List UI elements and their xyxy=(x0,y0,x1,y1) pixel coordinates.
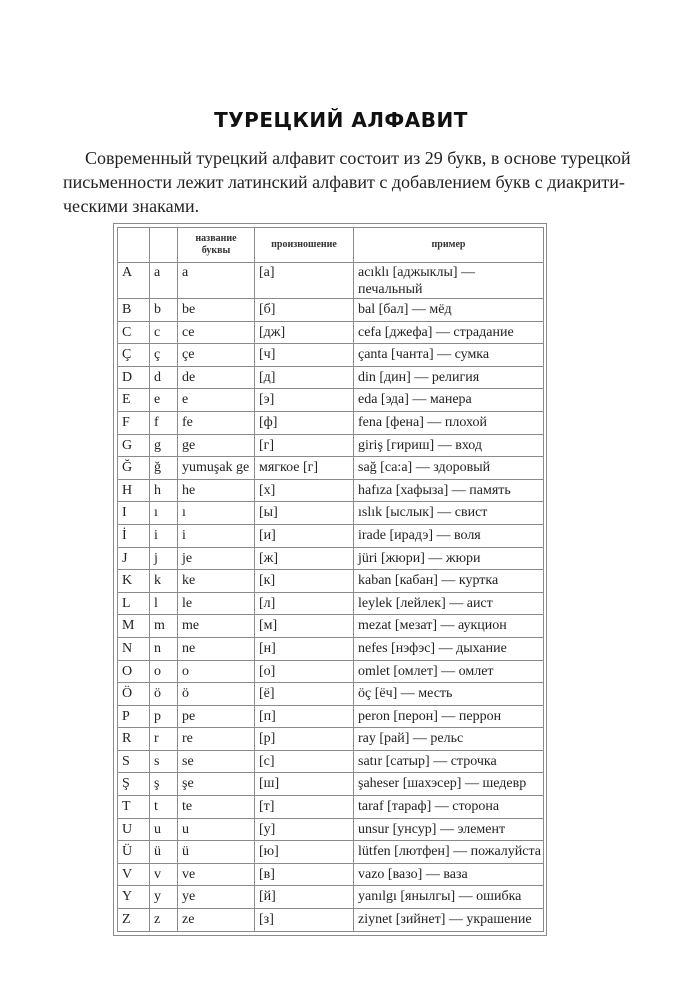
cell-uppercase: T xyxy=(118,796,150,819)
cell-lowercase: k xyxy=(150,570,178,593)
cell-lowercase: r xyxy=(150,728,178,751)
table-row xyxy=(118,909,544,932)
cell-lowercase: m xyxy=(150,615,178,638)
table-row xyxy=(118,524,544,547)
cell-letter-name: a xyxy=(178,263,255,299)
cell-example: ıslık [ыслык] — свист xyxy=(354,502,544,525)
cell-pronunciation: [ы] xyxy=(255,502,354,525)
table-row xyxy=(118,457,544,480)
alphabet-table-frame xyxy=(113,223,547,936)
header-letter-name: название буквы xyxy=(178,228,255,263)
header-uppercase xyxy=(118,228,150,263)
cell-example: hafıza [хафыза] — память xyxy=(354,479,544,502)
table-row xyxy=(118,366,544,389)
cell-lowercase: a xyxy=(150,263,178,299)
cell-uppercase: Ö xyxy=(118,683,150,706)
table-row xyxy=(118,683,544,706)
cell-example: jüri [жюри] — жюри xyxy=(354,547,544,570)
cell-uppercase: K xyxy=(118,570,150,593)
cell-uppercase: C xyxy=(118,321,150,344)
cell-letter-name: je xyxy=(178,547,255,570)
cell-lowercase: j xyxy=(150,547,178,570)
table-row xyxy=(118,818,544,841)
cell-uppercase: Ğ xyxy=(118,457,150,480)
table-row xyxy=(118,299,544,322)
cell-lowercase: ö xyxy=(150,683,178,706)
cell-lowercase: v xyxy=(150,863,178,886)
cell-pronunciation: [в] xyxy=(255,863,354,886)
cell-pronunciation: [ё] xyxy=(255,683,354,706)
cell-uppercase: H xyxy=(118,479,150,502)
cell-example: nefes [нэфэс] — дыхание xyxy=(354,637,544,660)
cell-pronunciation: [д] xyxy=(255,366,354,389)
cell-letter-name: ye xyxy=(178,886,255,909)
table-row xyxy=(118,592,544,615)
cell-lowercase: y xyxy=(150,886,178,909)
intro-paragraph xyxy=(63,146,631,218)
cell-lowercase: s xyxy=(150,750,178,773)
table-row xyxy=(118,570,544,593)
cell-lowercase: ü xyxy=(150,841,178,864)
cell-pronunciation: [р] xyxy=(255,728,354,751)
cell-lowercase: u xyxy=(150,818,178,841)
table-row xyxy=(118,411,544,434)
cell-pronunciation: [п] xyxy=(255,705,354,728)
cell-example: taraf [тараф] — сторона xyxy=(354,796,544,819)
cell-letter-name: çe xyxy=(178,344,255,367)
page-title: ТУРЕЦКИЙ АЛФАВИТ xyxy=(214,108,468,132)
table-row xyxy=(118,728,544,751)
cell-example: unsur [унсур] — элемент xyxy=(354,818,544,841)
table-row xyxy=(118,750,544,773)
cell-lowercase: h xyxy=(150,479,178,502)
cell-uppercase: Z xyxy=(118,909,150,932)
cell-uppercase: D xyxy=(118,366,150,389)
cell-letter-name: ne xyxy=(178,637,255,660)
cell-lowercase: o xyxy=(150,660,178,683)
cell-lowercase: e xyxy=(150,389,178,412)
cell-letter-name: ö xyxy=(178,683,255,706)
cell-example: leylek [лейлек] — аист xyxy=(354,592,544,615)
cell-pronunciation: [з] xyxy=(255,909,354,932)
cell-example: cefa [джефа] — страдание xyxy=(354,321,544,344)
cell-uppercase: F xyxy=(118,411,150,434)
cell-uppercase: O xyxy=(118,660,150,683)
cell-letter-name: ı xyxy=(178,502,255,525)
cell-example: yanılgı [янылгы] — ошибка xyxy=(354,886,544,909)
cell-pronunciation: [ж] xyxy=(255,547,354,570)
cell-letter-name: ge xyxy=(178,434,255,457)
table-row xyxy=(118,321,544,344)
cell-example: fena [фена] — плохой xyxy=(354,411,544,434)
cell-uppercase: U xyxy=(118,818,150,841)
cell-pronunciation: [м] xyxy=(255,615,354,638)
cell-example: omlet [омлет] — омлет xyxy=(354,660,544,683)
cell-example: öç [ёч] — месть xyxy=(354,683,544,706)
cell-example: eda [эда] — манера xyxy=(354,389,544,412)
cell-pronunciation: [г] xyxy=(255,434,354,457)
cell-uppercase: J xyxy=(118,547,150,570)
cell-letter-name: be xyxy=(178,299,255,322)
cell-pronunciation: [й] xyxy=(255,886,354,909)
table-row xyxy=(118,615,544,638)
header-lowercase xyxy=(150,228,178,263)
cell-uppercase: Ç xyxy=(118,344,150,367)
cell-example: irade [ирадэ] — воля xyxy=(354,524,544,547)
cell-letter-name: me xyxy=(178,615,255,638)
cell-letter-name: re xyxy=(178,728,255,751)
cell-uppercase: B xyxy=(118,299,150,322)
table-row xyxy=(118,705,544,728)
intro-line: Современный турецкий алфавит состоит из 29 букв, в основе турецкой xyxy=(85,148,631,168)
cell-uppercase: V xyxy=(118,863,150,886)
table-row xyxy=(118,773,544,796)
cell-uppercase: M xyxy=(118,615,150,638)
table-header-row xyxy=(118,228,544,263)
cell-lowercase: ş xyxy=(150,773,178,796)
cell-example: sağ [са:а] — здоровый xyxy=(354,457,544,480)
cell-pronunciation: [л] xyxy=(255,592,354,615)
cell-uppercase: Ş xyxy=(118,773,150,796)
cell-lowercase: f xyxy=(150,411,178,434)
cell-letter-name: e xyxy=(178,389,255,412)
cell-example: bal [бал] — мёд xyxy=(354,299,544,322)
cell-letter-name: o xyxy=(178,660,255,683)
cell-letter-name: ce xyxy=(178,321,255,344)
table-row xyxy=(118,886,544,909)
cell-uppercase: S xyxy=(118,750,150,773)
table-row xyxy=(118,389,544,412)
cell-lowercase: l xyxy=(150,592,178,615)
cell-letter-name: ze xyxy=(178,909,255,932)
cell-letter-name: he xyxy=(178,479,255,502)
cell-uppercase: Y xyxy=(118,886,150,909)
cell-lowercase: b xyxy=(150,299,178,322)
cell-lowercase: ı xyxy=(150,502,178,525)
table-row xyxy=(118,637,544,660)
cell-pronunciation: [ф] xyxy=(255,411,354,434)
cell-example: vazo [вазо] — ваза xyxy=(354,863,544,886)
cell-letter-name: le xyxy=(178,592,255,615)
cell-letter-name: de xyxy=(178,366,255,389)
table-row xyxy=(118,660,544,683)
cell-example: din [дин] — религия xyxy=(354,366,544,389)
table-row xyxy=(118,502,544,525)
table-row xyxy=(118,434,544,457)
table-row xyxy=(118,263,544,299)
cell-example: satır [сатыр] — строчка xyxy=(354,750,544,773)
header-example: пример xyxy=(354,228,544,263)
cell-pronunciation: [к] xyxy=(255,570,354,593)
cell-letter-name: se xyxy=(178,750,255,773)
cell-uppercase: İ xyxy=(118,524,150,547)
cell-letter-name: te xyxy=(178,796,255,819)
cell-pronunciation: [у] xyxy=(255,818,354,841)
cell-pronunciation: мягкое [г] xyxy=(255,457,354,480)
table-row xyxy=(118,796,544,819)
cell-pronunciation: [э] xyxy=(255,389,354,412)
table-row xyxy=(118,479,544,502)
cell-letter-name: i xyxy=(178,524,255,547)
cell-pronunciation: [т] xyxy=(255,796,354,819)
cell-pronunciation: [ю] xyxy=(255,841,354,864)
cell-lowercase: n xyxy=(150,637,178,660)
intro-line: ческими знаками. xyxy=(63,196,200,216)
cell-example: kaban [кабан] — куртка xyxy=(354,570,544,593)
cell-example: mezat [мезат] — аукцион xyxy=(354,615,544,638)
cell-lowercase: d xyxy=(150,366,178,389)
cell-pronunciation: [б] xyxy=(255,299,354,322)
cell-letter-name: fe xyxy=(178,411,255,434)
cell-uppercase: R xyxy=(118,728,150,751)
cell-lowercase: t xyxy=(150,796,178,819)
cell-letter-name: pe xyxy=(178,705,255,728)
cell-pronunciation: [н] xyxy=(255,637,354,660)
cell-uppercase: L xyxy=(118,592,150,615)
cell-lowercase: c xyxy=(150,321,178,344)
cell-pronunciation: [с] xyxy=(255,750,354,773)
cell-pronunciation: [х] xyxy=(255,479,354,502)
cell-uppercase: Ü xyxy=(118,841,150,864)
intro-line: письменности лежит латинский алфавит с добавлением букв с диакрити- xyxy=(63,172,625,192)
cell-pronunciation: [и] xyxy=(255,524,354,547)
cell-example: şaheser [шахэсер] — шедевр xyxy=(354,773,544,796)
alphabet-table xyxy=(117,227,544,932)
cell-pronunciation: [о] xyxy=(255,660,354,683)
cell-pronunciation: [а] xyxy=(255,263,354,299)
cell-example: çanta [чанта] — сумка xyxy=(354,344,544,367)
cell-lowercase: p xyxy=(150,705,178,728)
cell-letter-name: yumuşak ge xyxy=(178,457,255,480)
header-pronunciation: произношение xyxy=(255,228,354,263)
cell-letter-name: şe xyxy=(178,773,255,796)
table-row xyxy=(118,863,544,886)
cell-letter-name: ve xyxy=(178,863,255,886)
cell-uppercase: I xyxy=(118,502,150,525)
table-row xyxy=(118,547,544,570)
cell-example: ray [рай] — рельс xyxy=(354,728,544,751)
cell-lowercase: z xyxy=(150,909,178,932)
cell-lowercase: g xyxy=(150,434,178,457)
cell-letter-name: ke xyxy=(178,570,255,593)
cell-lowercase: ç xyxy=(150,344,178,367)
cell-uppercase: A xyxy=(118,263,150,299)
cell-uppercase: N xyxy=(118,637,150,660)
cell-example: lütfen [лютфен] — пожалуйста xyxy=(354,841,544,864)
cell-letter-name: u xyxy=(178,818,255,841)
cell-uppercase: E xyxy=(118,389,150,412)
cell-uppercase: G xyxy=(118,434,150,457)
table-row xyxy=(118,344,544,367)
table-body xyxy=(118,263,544,932)
cell-lowercase: i xyxy=(150,524,178,547)
cell-pronunciation: [ш] xyxy=(255,773,354,796)
cell-example: giriş [гириш] — вход xyxy=(354,434,544,457)
cell-letter-name: ü xyxy=(178,841,255,864)
cell-example: acıklı [аджыклы] — печальный xyxy=(354,263,544,299)
cell-pronunciation: [дж] xyxy=(255,321,354,344)
cell-example: ziynet [зийнет] — украшение xyxy=(354,909,544,932)
table-row xyxy=(118,841,544,864)
cell-pronunciation: [ч] xyxy=(255,344,354,367)
cell-lowercase: ğ xyxy=(150,457,178,480)
cell-example: peron [перон] — перрон xyxy=(354,705,544,728)
cell-uppercase: P xyxy=(118,705,150,728)
